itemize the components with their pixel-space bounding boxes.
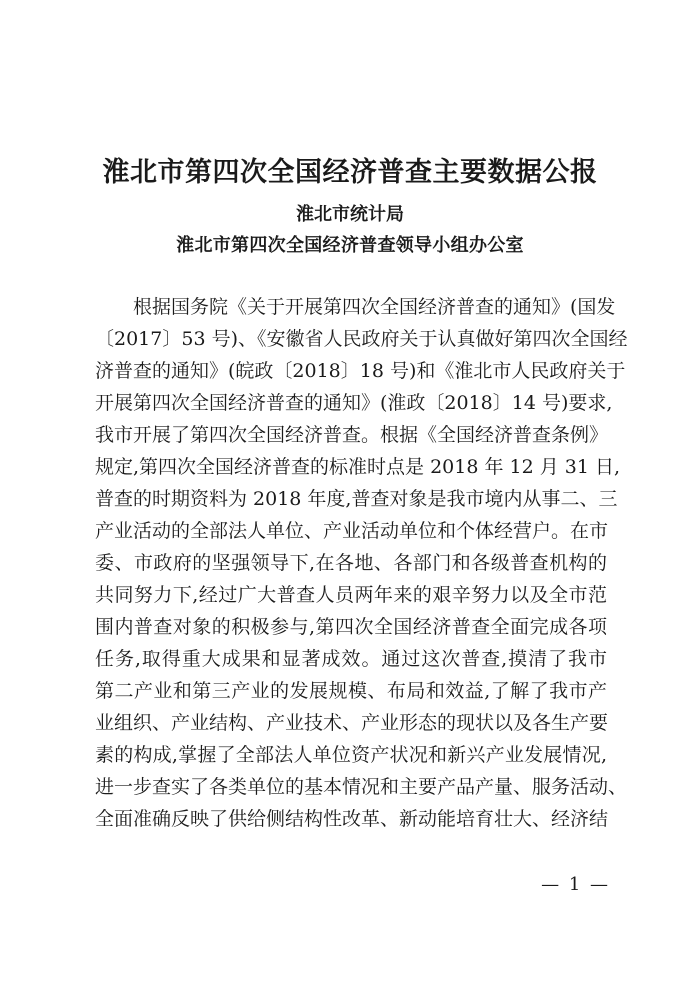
body-line: 〔2017〕53 号)、《安徽省人民政府关于认真做好第四次全国经 — [95, 328, 628, 350]
body-line: 任务,取得重大成果和显著成效。通过这次普查,摸清了我市 — [95, 648, 607, 670]
body-line: 规定,第四次全国经济普查的标准时点是 2018 年 12 月 31 日, — [95, 456, 621, 478]
body-line: 委、市政府的坚强领导下,在各地、各部门和各级普查机构的 — [95, 552, 607, 574]
issuer-census-office: 淮北市第四次全国经济普查领导小组办公室 — [176, 235, 524, 256]
body-line: 我市开展了第四次全国经济普查。根据《全国经济普查条例》 — [95, 424, 609, 446]
document-title: 淮北市第四次全国经济普查主要数据公报 — [102, 157, 598, 188]
body-line: 业组织、产业结构、产业技术、产业形态的现状以及各生产要 — [95, 712, 609, 734]
body-line: 全面准确反映了供给侧结构性改革、新动能培育壮大、经济结 — [95, 808, 609, 830]
body-line: 进一步查实了各类单位的基本情况和主要产品产量、服务活动、 — [95, 776, 628, 798]
page-number: — 1 — — [541, 874, 610, 895]
body-line: 济普查的通知》(皖政〔2018〕18 号)和《淮北市人民政府关于 — [95, 360, 626, 382]
body-line: 普查的时期资料为 2018 年度,普查对象是我市境内从事二、三 — [95, 488, 618, 510]
body-line: 产业活动的全部法人单位、产业活动单位和个体经营户。在市 — [95, 520, 609, 542]
body-line: 共同努力下,经过广大普查人员两年来的艰辛努力以及全市范 — [95, 584, 607, 606]
body-line: 第二产业和第三产业的发展规模、布局和效益,了解了我市产 — [95, 680, 607, 702]
body-line: 围内普查对象的积极参与,第四次全国经济普查全面完成各项 — [95, 616, 607, 638]
body-line: 素的构成,掌握了全部法人单位资产状况和新兴产业发展情况, — [95, 744, 607, 766]
issuer-statistics-bureau: 淮北市统计局 — [296, 204, 404, 225]
body-line: 开展第四次全国经济普查的通知》(淮政〔2018〕14 号)要求, — [95, 392, 613, 414]
body-line: 根据国务院《关于开展第四次全国经济普查的通知》(国发 — [133, 296, 616, 318]
